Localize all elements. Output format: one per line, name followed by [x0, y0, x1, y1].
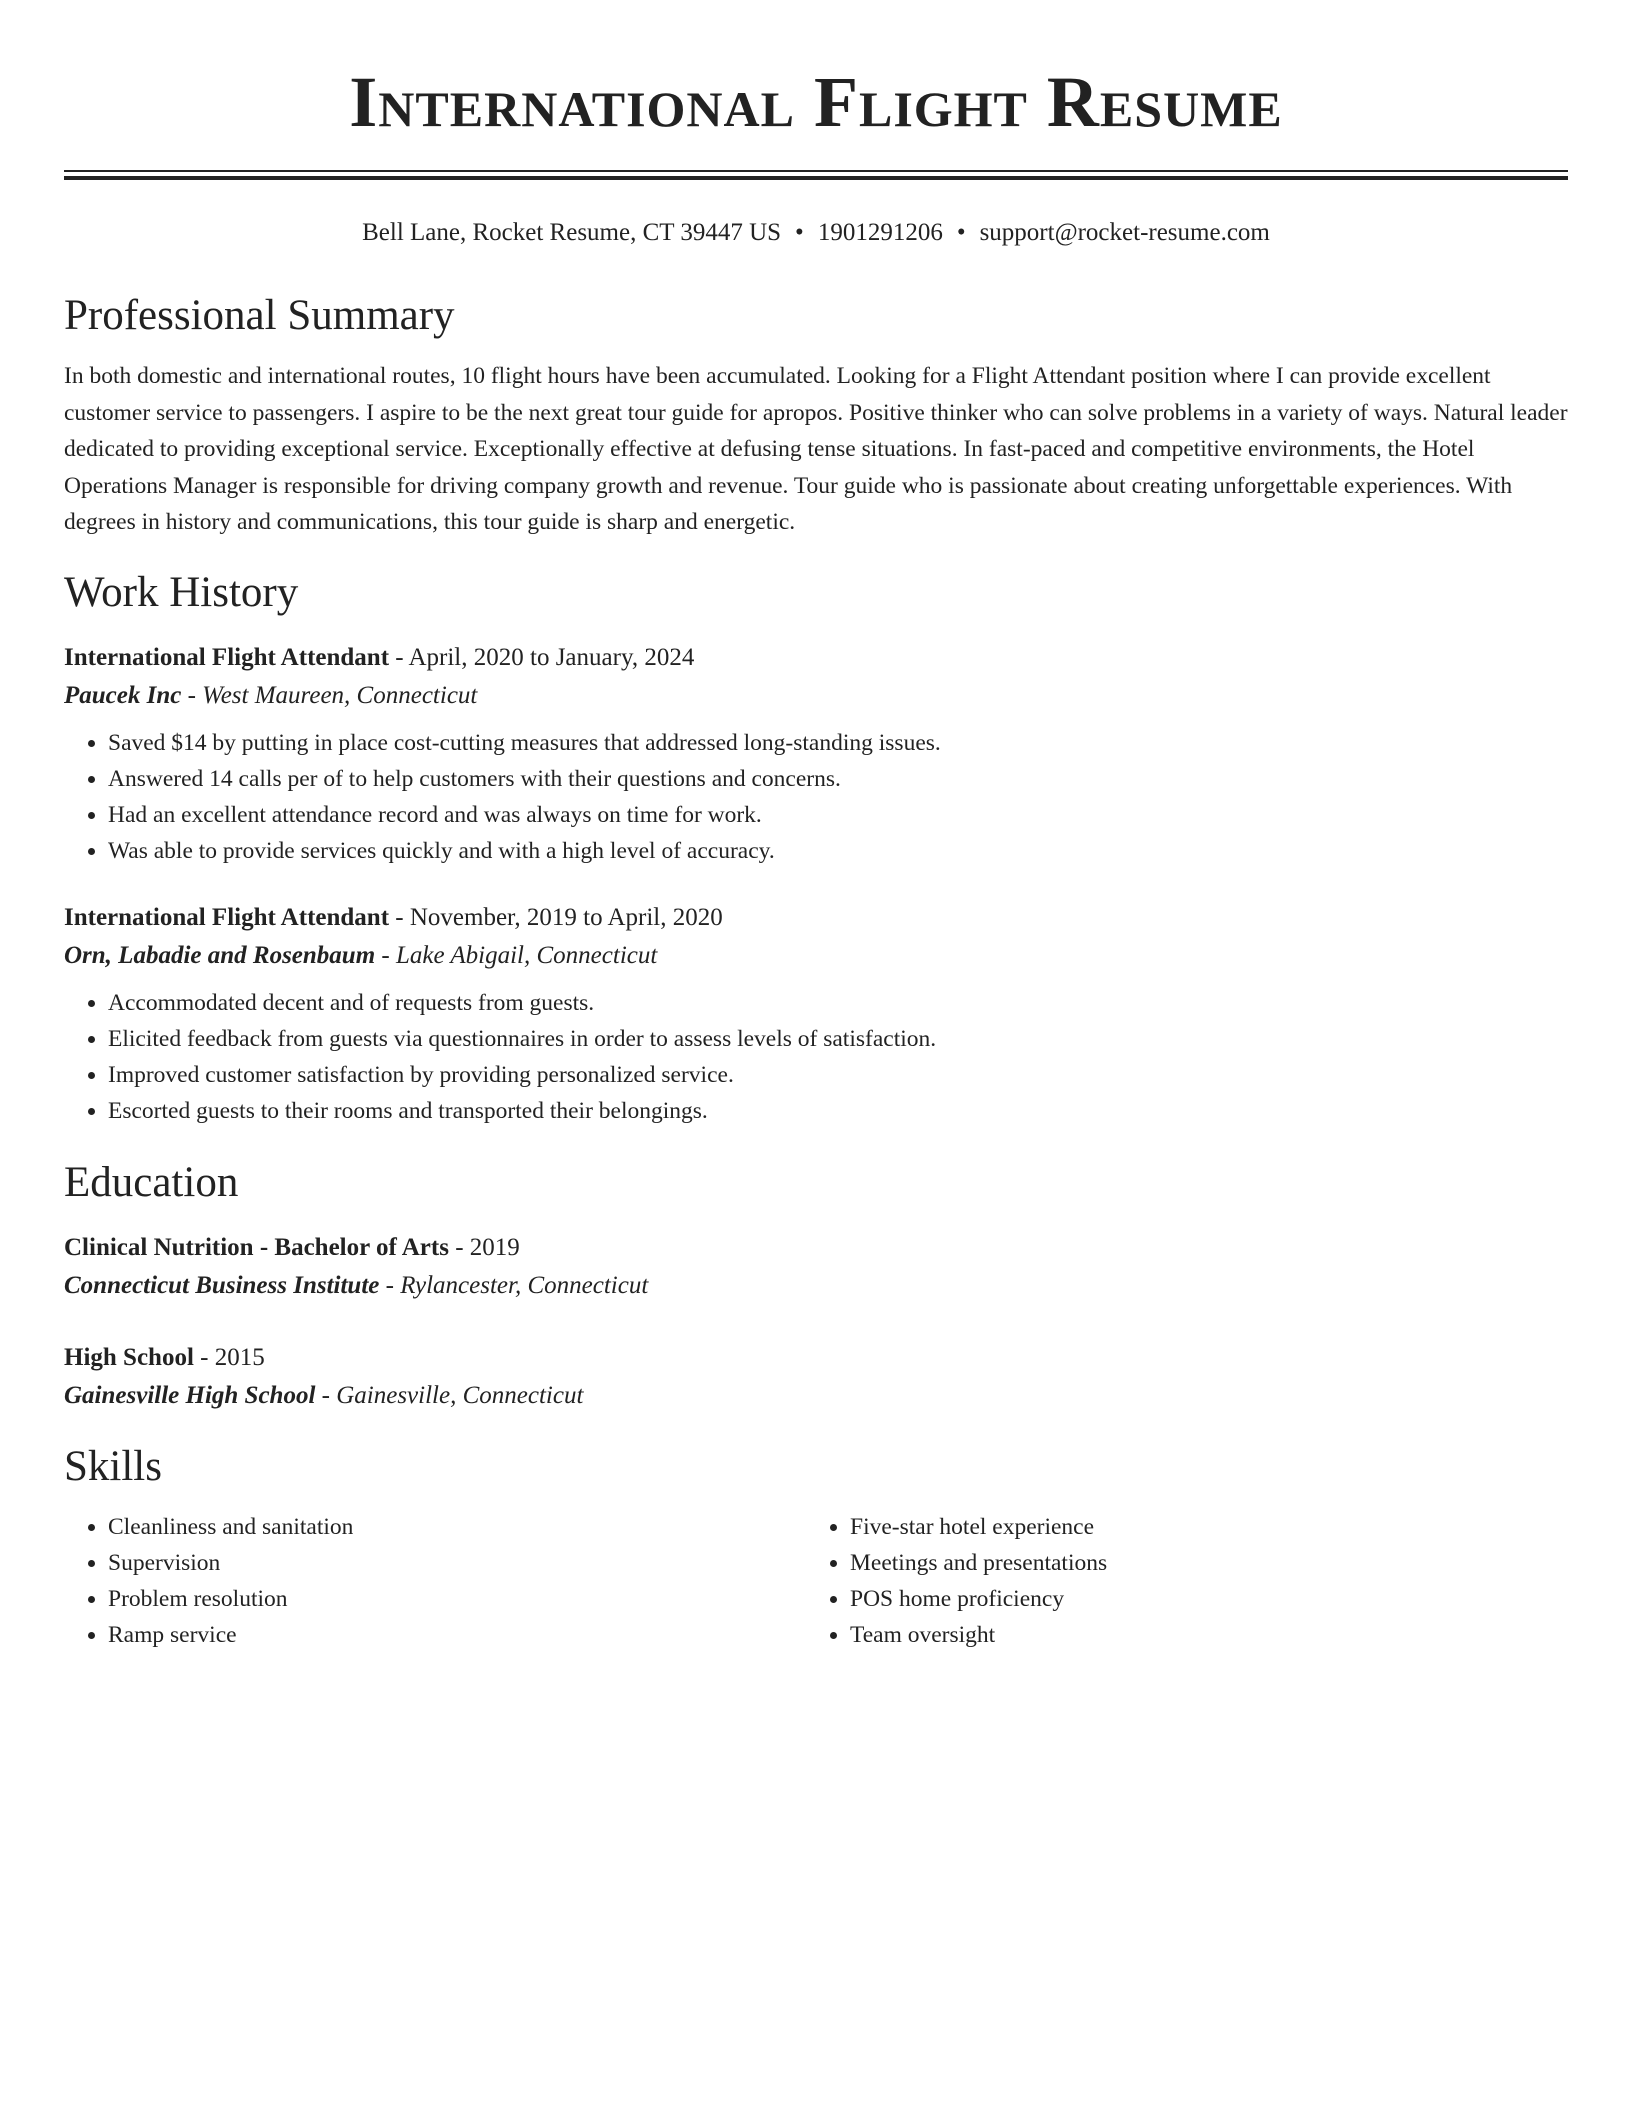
education-year: - 2015	[193, 1343, 265, 1371]
education-school-line	[64, 1377, 1568, 1415]
contact-address: Bell Lane, Rocket Resume, CT 39447 US	[362, 219, 782, 246]
education-degree: Clinical Nutrition - Bachelor of Arts	[64, 1233, 449, 1261]
skill-item: • Meetings and presentations	[850, 1545, 1548, 1581]
skill-item: • POS home proficiency	[850, 1581, 1548, 1617]
list-item: • Answered 14 calls per of to help customers with their questions and concerns.	[108, 761, 1568, 797]
title-divider	[64, 170, 1568, 180]
skill-item: • Five-star hotel experience	[850, 1509, 1548, 1545]
education-degree: High School	[64, 1343, 194, 1371]
list-item: • Saved $14 by putting in place cost-cutting measures that addressed long-standing issues.	[108, 725, 1568, 761]
resume-title: International Flight Resume	[349, 62, 1283, 142]
section-heading-skills: Skills	[64, 1442, 162, 1490]
education-degree-line	[64, 1339, 1568, 1377]
education-entry	[64, 1229, 1568, 1305]
skill-item: • Problem resolution	[108, 1581, 806, 1617]
list-item: • Accommodated decent and of requests from guests.	[108, 985, 1568, 1021]
section-heading-education: Education	[64, 1158, 239, 1206]
list-item: • Improved customer satisfaction by providing personalized service.	[108, 1057, 1568, 1093]
job-title-line	[64, 899, 1568, 937]
contact-separator: •	[795, 219, 804, 246]
list-item: • Was able to provide services quickly and with a high level of accuracy.	[108, 833, 1568, 869]
education-school-line	[64, 1267, 1568, 1305]
resume-page	[64, 0, 1568, 1653]
job-company-line	[64, 937, 1568, 975]
job-bullets	[64, 985, 1568, 1129]
job-company: Orn, Labadie and Rosenbaum	[64, 941, 376, 969]
section-heading-summary: Professional Summary	[64, 292, 455, 339]
skill-item: • Cleanliness and sanitation	[108, 1509, 806, 1545]
job-title: International Flight Attendant	[64, 903, 390, 931]
job-title-line	[64, 639, 1568, 677]
contact-email: support@rocket-resume.com	[979, 219, 1270, 246]
skill-item: • Team oversight	[850, 1617, 1548, 1653]
education-location: - Gainesville, Connecticut	[315, 1381, 584, 1409]
education-entry	[64, 1339, 1568, 1415]
education-school: Gainesville High School	[64, 1381, 316, 1409]
contact-line	[64, 216, 1568, 250]
education-degree-line	[64, 1229, 1568, 1267]
job-dates: - November, 2019 to April, 2020	[389, 903, 723, 931]
job-location: - Lake Abigail, Connecticut	[375, 941, 658, 969]
list-item: • Elicited feedback from guests via questionnaires in order to assess levels of satisfaction.	[108, 1021, 1568, 1057]
summary-text: In both domestic and international routes, 10 flight hours have been accumulated. Looking for a Flight Attendant position where I can provide excellent customer service to passengers. I aspire to be the next great tour guide for apropos. Positive thinker who can solve problems in a variety of ways. Natural leader dedicated to providing exceptional service. Exceptionally effective at defusing tense situations. In fast-paced and competitive environments, the Hotel Operations Manager is responsible for driving company growth and revenue. Tour guide who is passionate about creating unforgettable experiences. With degrees in history and communications, this tour guide is sharp and energetic.	[64, 363, 1568, 535]
section-heading-work-history: Work History	[64, 568, 299, 616]
job-company: Paucek Inc	[64, 681, 182, 709]
job-company-line	[64, 677, 1568, 715]
skills-columns	[64, 1509, 1568, 1653]
contact-phone: 1901291206	[817, 219, 943, 246]
job-dates: - April, 2020 to January, 2024	[389, 643, 695, 671]
job-entry	[64, 639, 1568, 869]
list-item: • Had an excellent attendance record and was always on time for work.	[108, 797, 1568, 833]
job-location: - West Maureen, Connecticut	[181, 681, 478, 709]
education-school: Connecticut Business Institute	[64, 1271, 380, 1299]
contact-separator: •	[956, 219, 966, 246]
job-entry	[64, 899, 1568, 1129]
skills-list-right	[806, 1509, 1548, 1653]
job-title: International Flight Attendant	[64, 643, 390, 671]
skill-item: • Ramp service	[108, 1617, 806, 1653]
education-year: - 2019	[448, 1233, 520, 1261]
skills-list-left	[64, 1509, 806, 1653]
skill-item: • Supervision	[108, 1545, 806, 1581]
education-location: - Rylancester, Connecticut	[379, 1271, 649, 1299]
job-bullets	[64, 725, 1568, 869]
list-item: • Escorted guests to their rooms and transported their belongings.	[108, 1093, 1568, 1129]
